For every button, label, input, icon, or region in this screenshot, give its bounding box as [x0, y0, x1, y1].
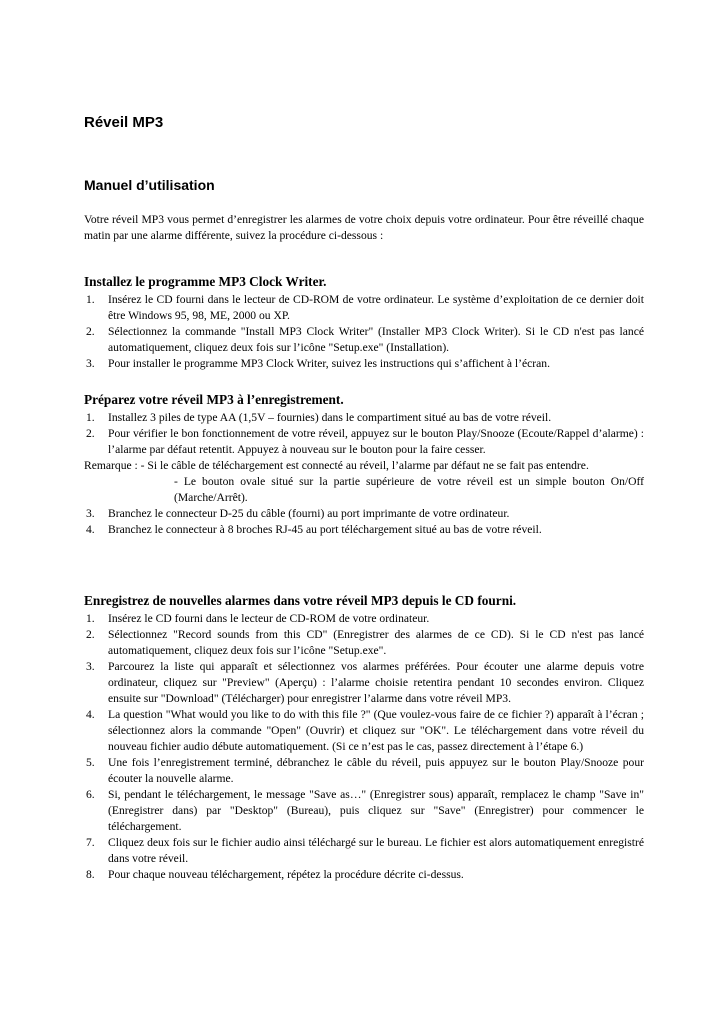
- item-number: 3.: [86, 357, 95, 370]
- item-text: Cliquez deux fois sur le fichier audio ainsi téléchargé sur le bureau. Le fichier est alors automatiquement enregistré dans votre réveil.: [108, 836, 644, 865]
- section-install: [84, 273, 644, 372]
- item-number: 3.: [86, 660, 95, 673]
- item-text: Sélectionnez la commande "Install MP3 Clock Writer" (Installer MP3 Clock Writer). Si le CD n'est pas lancé automatiquement, cliquez deux fois sur l’icône "Setup.exe" (Installation).: [108, 325, 644, 354]
- page-subtitle: Manuel d’utilisation: [84, 177, 215, 193]
- item-text: Si, pendant le téléchargement, le message "Save as…" (Enregistrer sous) apparaît, remplacez le champ "Save in" (Enregistrer dans) par "Desktop" (Bureau), puis cliquez sur "Save" (Enregistrer) pour commencer le téléchargement.: [108, 788, 644, 833]
- intro-paragraph: Votre réveil MP3 vous permet d’enregistrer les alarmes de votre choix depuis votre ordinateur. Pour être réveillé chaque matin par une alarme différente, suivez la procédure ci-dessous :: [84, 213, 644, 242]
- item-number: 2.: [86, 325, 95, 338]
- item-number: 1.: [86, 612, 95, 625]
- item-number: 4.: [86, 523, 95, 536]
- item-text: Parcourez la liste qui apparaît et sélectionnez vos alarmes préférées. Pour écouter une alarme depuis votre ordinateur, cliquez sur "Preview" (Aperçu) : l’alarme choisie retentira pendant 10 secondes environ. Cliquez ensuite sur "Download" (Télécharger) pour enregistrer l’alarme dans votre réveil MP3.: [108, 660, 644, 705]
- item-text: Branchez le connecteur D-25 du câble (fourni) au port imprimante de votre ordinateur.: [108, 507, 510, 520]
- item-number: 3.: [86, 507, 95, 520]
- list-item: [84, 426, 644, 458]
- item-text: Pour chaque nouveau téléchargement, répétez la procédure décrite ci-dessus.: [108, 868, 464, 881]
- list-item: [84, 522, 644, 538]
- item-text: Insérez le CD fourni dans le lecteur de CD-ROM de votre ordinateur. Le système d’exploitation de ce dernier doit être Windows 95, 98, ME, 2000 ou XP.: [108, 293, 644, 322]
- steps-list: [84, 410, 644, 458]
- item-text: Pour vérifier le bon fonctionnement de votre réveil, appuyez sur le bouton Play/Snooze (Ecoute/Rappel d’alarme) : l’alarme par défaut retentit. Appuyez à nouveau sur le bouton pour la faire cesser.: [108, 427, 644, 456]
- steps-list: [84, 506, 644, 538]
- section-heading: Préparez votre réveil MP3 à l’enregistrement.: [84, 392, 344, 407]
- item-number: 8.: [86, 868, 95, 881]
- list-item: [84, 324, 644, 356]
- list-item: [84, 356, 644, 372]
- list-item: [84, 659, 644, 707]
- list-item: [84, 627, 644, 659]
- item-number: 6.: [86, 788, 95, 801]
- item-text: Une fois l’enregistrement terminé, débranchez le câble du réveil, puis appuyez sur le bouton Play/Snooze pour écouter la nouvelle alarme.: [108, 756, 644, 785]
- list-item: [84, 410, 644, 426]
- steps-list: [84, 611, 644, 883]
- item-number: 1.: [86, 293, 95, 306]
- list-item: [84, 787, 644, 835]
- item-number: 1.: [86, 411, 95, 424]
- item-number: 2.: [86, 628, 95, 641]
- item-text: Branchez le connecteur à 8 broches RJ-45 au port téléchargement situé au bas de votre réveil.: [108, 523, 542, 536]
- item-number: 4.: [86, 708, 95, 721]
- page-title: Réveil MP3: [84, 114, 164, 131]
- item-text: La question "What would you like to do with this file ?" (Que voulez-vous faire de ce fichier ?) apparaît à l’écran ; sélectionnez alors la commande "Open" (Ouvrir) et cliquez sur "OK". Le téléchargement dans votre réveil du nouveau fichier audio débute automatiquement. (Si ce n’est pas le cas, passez directement à l’étape 6.): [108, 708, 644, 753]
- item-text: Sélectionnez "Record sounds from this CD" (Enregistrer des alarmes de ce CD). Si le CD n'est pas lancé automatiquement, cliquez deux fois sur l’icône "Setup.exe".: [108, 628, 644, 657]
- section-record: [84, 592, 644, 883]
- item-text: Insérez le CD fourni dans le lecteur de CD-ROM de votre ordinateur.: [108, 612, 430, 625]
- item-number: 7.: [86, 836, 95, 849]
- steps-list: [84, 292, 644, 372]
- remark-note: [84, 458, 644, 506]
- remark-line: Remarque : - Si le câble de téléchargement est connecté au réveil, l’alarme par défaut ne se fait pas entendre.: [84, 459, 589, 472]
- item-number: 2.: [86, 427, 95, 440]
- list-item: [84, 611, 644, 627]
- list-item: [84, 506, 644, 522]
- section-heading: Installez le programme MP3 Clock Writer.: [84, 274, 327, 289]
- list-item: [84, 755, 644, 787]
- item-number: 5.: [86, 756, 95, 769]
- list-item: [84, 292, 644, 324]
- item-text: Installez 3 piles de type AA (1,5V – fournies) dans le compartiment situé au bas de votre réveil.: [108, 411, 552, 424]
- remark-line: - Le bouton ovale situé sur la partie supérieure de votre réveil est un simple bouton On/Off (Marche/Arrêt).: [174, 475, 644, 504]
- item-text: Pour installer le programme MP3 Clock Writer, suivez les instructions qui s’affichent à l’écran.: [108, 357, 550, 370]
- section-prepare: [84, 391, 644, 538]
- list-item: [84, 835, 644, 867]
- list-item: [84, 707, 644, 755]
- section-heading: Enregistrez de nouvelles alarmes dans votre réveil MP3 depuis le CD fourni.: [84, 593, 517, 608]
- list-item: [84, 867, 644, 883]
